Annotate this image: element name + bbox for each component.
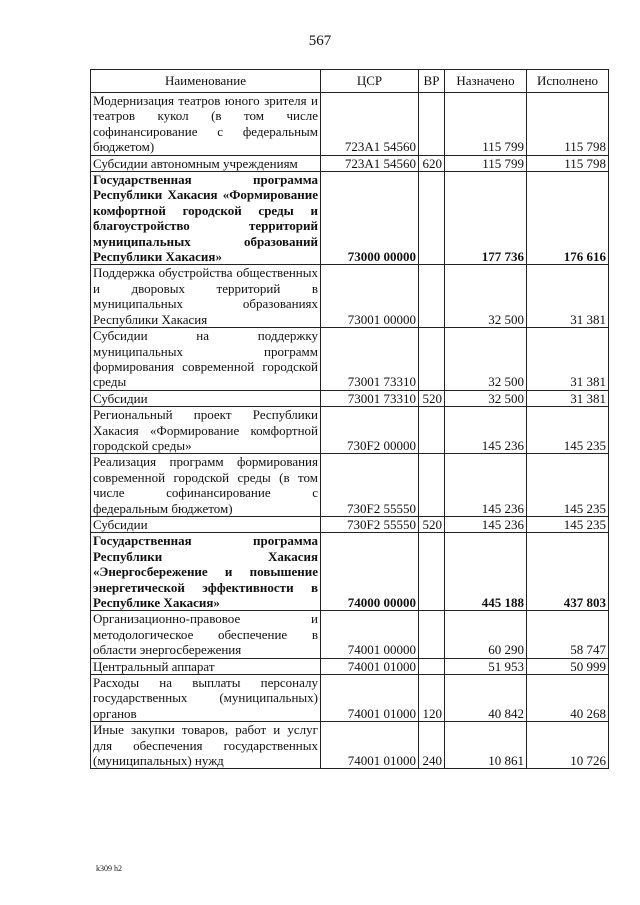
footer-code: k309 h2 — [96, 864, 122, 873]
row-assigned: 40 842 — [445, 675, 527, 722]
header-csr: ЦСР — [321, 70, 419, 93]
table-row — [91, 407, 609, 454]
row-csr: 730F2 00000 — [321, 407, 419, 454]
table-row-program — [91, 172, 609, 265]
row-executed: 50 999 — [527, 658, 609, 674]
row-vr — [419, 172, 445, 265]
row-csr: 730F2 55550 — [321, 454, 419, 517]
row-executed: 145 235 — [527, 516, 609, 532]
row-assigned: 145 236 — [445, 407, 527, 454]
row-csr: 73000 00000 — [321, 172, 419, 265]
row-name: Реализация программ формирования современной городской среды (в том числе софинансирование с федеральным бюджетом) — [91, 454, 321, 517]
row-executed: 31 381 — [527, 265, 609, 328]
header-vr: ВР — [419, 70, 445, 93]
row-csr: 74001 01000 — [321, 658, 419, 674]
budget-table — [90, 69, 609, 769]
row-executed: 10 726 — [527, 722, 609, 769]
row-vr — [419, 611, 445, 658]
row-vr — [419, 533, 445, 611]
row-name: Модернизация театров юного зрителя и театров кукол (в том числе софинансирование с федеральным бюджетом) — [91, 93, 321, 156]
row-executed: 40 268 — [527, 675, 609, 722]
row-vr: 520 — [419, 516, 445, 532]
header-executed: Исполнено — [527, 70, 609, 93]
row-assigned: 145 236 — [445, 516, 527, 532]
row-assigned: 115 799 — [445, 155, 527, 171]
row-name: Расходы на выплаты персоналу государственных (муниципальных) органов — [91, 675, 321, 722]
table-row — [91, 454, 609, 517]
table-row — [91, 265, 609, 328]
row-name: Организационно-правовое и методологическое обеспечение в области энергосбережения — [91, 611, 321, 658]
row-name: Субсидии автономным учреждениям — [91, 155, 321, 171]
row-vr — [419, 93, 445, 156]
row-vr: 520 — [419, 390, 445, 406]
row-name: Иные закупки товаров, работ и услуг для обеспечения государственных (муниципальных) нужд — [91, 722, 321, 769]
row-vr — [419, 454, 445, 517]
row-assigned: 10 861 — [445, 722, 527, 769]
row-executed: 115 798 — [527, 155, 609, 171]
row-vr — [419, 658, 445, 674]
row-assigned: 32 500 — [445, 328, 527, 391]
table-header-row — [91, 70, 609, 93]
row-executed: 115 798 — [527, 93, 609, 156]
row-name: Государственная программа Республики Хакасия «Формирование комфортной городской среды и благоустройство территорий муниципальных образований Республики Хакасия» — [91, 172, 321, 265]
row-csr: 723A1 54560 — [321, 155, 419, 171]
table-row — [91, 722, 609, 769]
row-assigned: 115 799 — [445, 93, 527, 156]
table-row-program — [91, 533, 609, 611]
row-csr: 74001 00000 — [321, 611, 419, 658]
table-row — [91, 93, 609, 156]
row-csr: 74001 01000 — [321, 675, 419, 722]
row-csr: 73001 00000 — [321, 265, 419, 328]
table-row — [91, 155, 609, 171]
row-assigned: 32 500 — [445, 390, 527, 406]
row-name: Центральный аппарат — [91, 658, 321, 674]
row-executed: 31 381 — [527, 328, 609, 391]
row-vr: 620 — [419, 155, 445, 171]
row-vr — [419, 265, 445, 328]
row-name: Поддержка обустройства общественных и дворовых территорий в муниципальных образованиях Республики Хакасия — [91, 265, 321, 328]
row-name: Государственная программа Республики Хакасия «Энергосбережение и повышение энергетической эффективности в Республике Хакасия» — [91, 533, 321, 611]
row-name: Субсидии — [91, 390, 321, 406]
table-row — [91, 328, 609, 391]
table-row — [91, 675, 609, 722]
row-vr: 240 — [419, 722, 445, 769]
table-row — [91, 658, 609, 674]
row-csr: 730F2 55550 — [321, 516, 419, 532]
row-executed: 58 747 — [527, 611, 609, 658]
row-assigned: 177 736 — [445, 172, 527, 265]
row-executed: 145 235 — [527, 454, 609, 517]
row-assigned: 32 500 — [445, 265, 527, 328]
row-assigned: 51 953 — [445, 658, 527, 674]
row-vr: 120 — [419, 675, 445, 722]
row-csr: 73001 73310 — [321, 328, 419, 391]
row-csr: 723A1 54560 — [321, 93, 419, 156]
row-executed: 437 803 — [527, 533, 609, 611]
row-executed: 31 381 — [527, 390, 609, 406]
row-csr: 74000 00000 — [321, 533, 419, 611]
row-name: Субсидии — [91, 516, 321, 532]
row-csr: 74001 01000 — [321, 722, 419, 769]
page-number: 567 — [308, 33, 332, 49]
row-vr — [419, 407, 445, 454]
row-name: Региональный проект Республики Хакасия «Формирование комфортной городской среды» — [91, 407, 321, 454]
table-row — [91, 611, 609, 658]
row-executed: 176 616 — [527, 172, 609, 265]
row-vr — [419, 328, 445, 391]
row-name: Субсидии на поддержку муниципальных программ формирования современной городской среды — [91, 328, 321, 391]
header-assigned: Назначено — [445, 70, 527, 93]
row-assigned: 60 290 — [445, 611, 527, 658]
row-csr: 73001 73310 — [321, 390, 419, 406]
row-assigned: 145 236 — [445, 454, 527, 517]
row-assigned: 445 188 — [445, 533, 527, 611]
table-row — [91, 390, 609, 406]
row-executed: 145 235 — [527, 407, 609, 454]
table-row — [91, 516, 609, 532]
header-name: Наименование — [91, 70, 321, 93]
